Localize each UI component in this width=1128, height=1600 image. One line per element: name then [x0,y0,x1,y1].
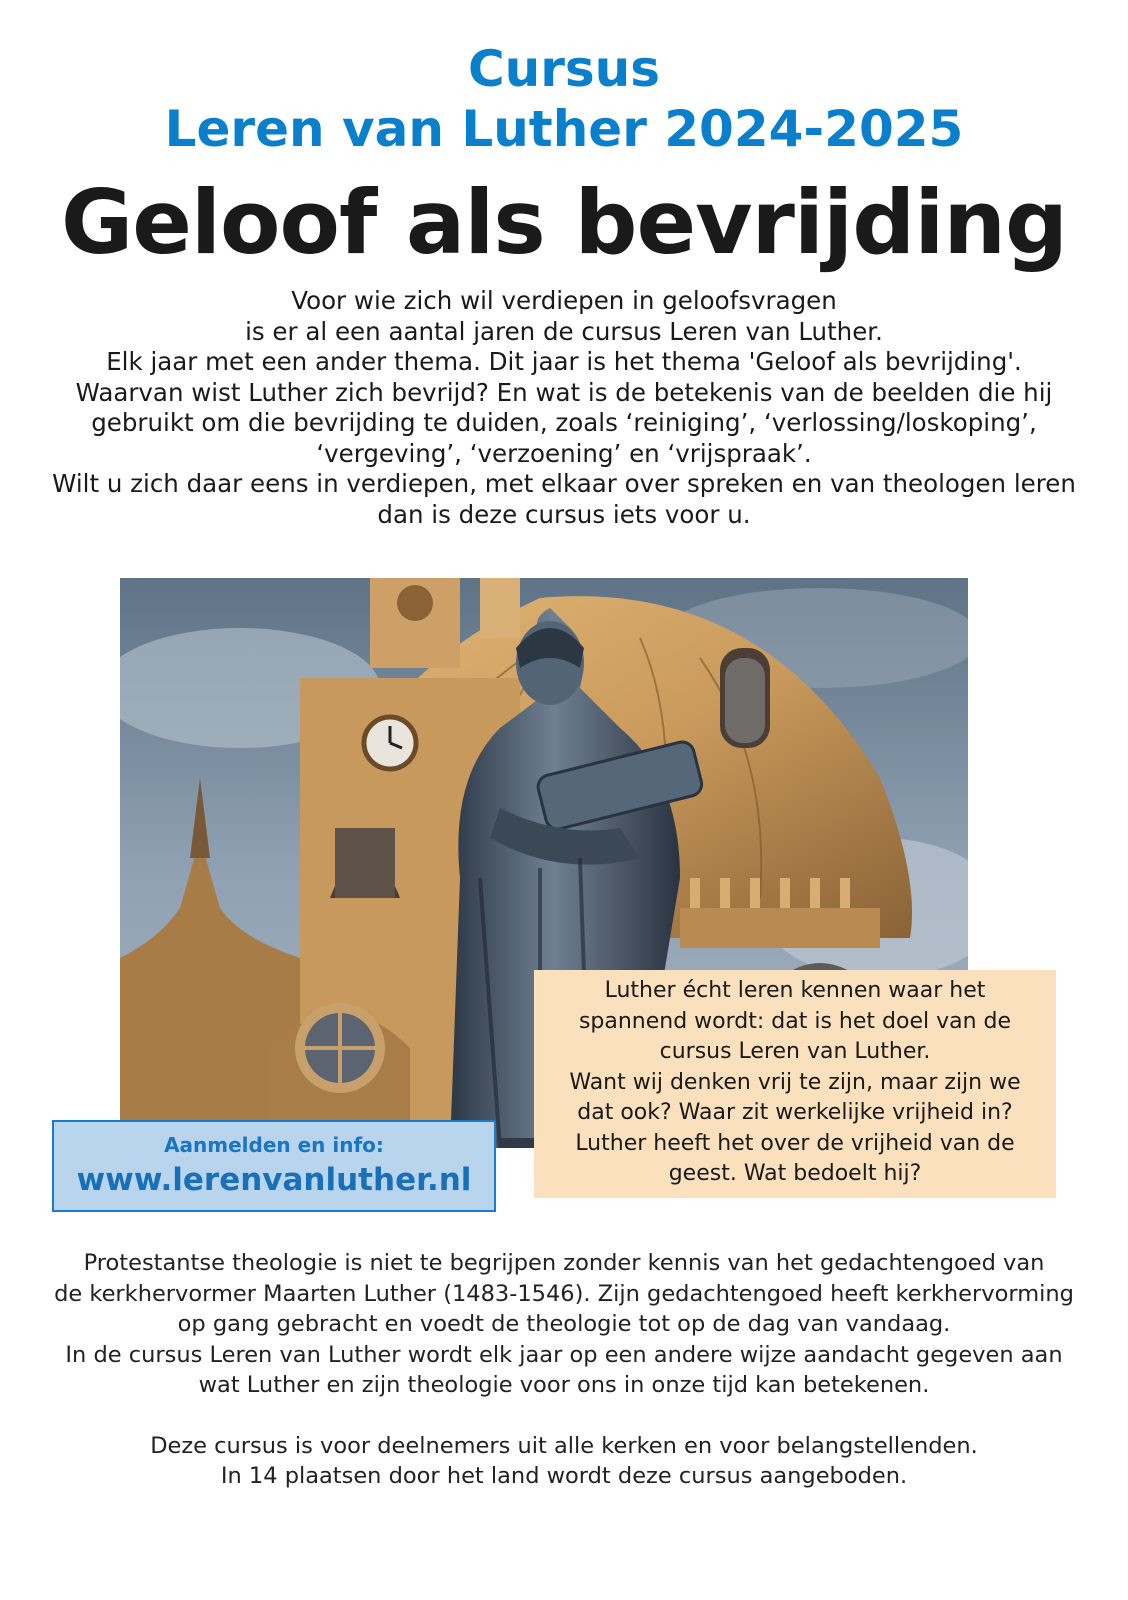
intro-line: Waarvan wist Luther zich bevrijd? En wat is de betekenis van de beelden die hij [75,377,1053,407]
highlight-line: cursus Leren van Luther. [659,1039,931,1064]
website-link[interactable]: www.lerenvanluther.nl [76,1162,472,1198]
intro-line: dan is deze cursus iets voor u. [377,499,751,529]
highlight-line: Luther écht leren kennen waar het [604,978,986,1003]
highlight-line: dat ook? Waar zit werkelijke vrijheid in? [577,1100,1013,1125]
highlight-line: geest. Wat bedoelt hij? [668,1161,922,1186]
outro-line: Deze cursus is voor deelnemers uit alle kerken en voor belangstellenden. [150,1432,978,1459]
outro-line: Protestantse theologie is niet te begrijpen zonder kennis van het gedachtengoed van [83,1250,1045,1276]
intro-line: Elk jaar met een ander thema. Dit jaar is het thema 'Geloof als bevrijding'. [106,347,1022,376]
intro-text [40,286,1088,530]
intro-line: gebruikt om die bevrijding te duiden, zoals ‘reiniging’, ‘verlossing/loskoping’, [91,408,1037,437]
highlight-line: Luther heeft het over de vrijheid van de [575,1130,1015,1156]
intro-line: Voor wie zich wil verdiepen in geloofsvragen [291,286,837,315]
highlight-line: spannend wordt: dat is het doel van de [578,1008,1012,1034]
course-title: Leren van Luther 2024-2025 [164,100,964,158]
intro-line: Wilt u zich daar eens in verdiepen, met elkaar over spreken en van theologen leren [52,469,1076,498]
intro-line: ‘vergeving’, ‘verzoening’ en ‘vrijspraak’. [316,438,812,468]
headline: Geloof als bevrijding [60,171,1068,274]
outro-line: wat Luther en zijn theologie voor ons in onze tijd kan betekenen. [198,1372,930,1398]
outro-line: op gang gebracht en voedt de theologie tot op de dag van vandaag. [177,1311,951,1337]
outro-line: In de cursus Leren van Luther wordt elk jaar op een andere wijze aandacht gegeven aan [65,1341,1063,1368]
highlight-box [534,970,1056,1198]
intro-line: is er al een aantal jaren de cursus Leren van Luther. [245,316,883,346]
outro-line: In 14 plaatsen door het land wordt deze cursus aangeboden. [220,1463,908,1489]
registration-box [52,1120,496,1212]
highlight-line: Want wij denken vrij te zijn, maar zijn we [569,1069,1021,1095]
outro-text [30,1248,1098,1492]
paragraph-spacer [30,1401,1098,1431]
kicker-title: Cursus [467,40,661,98]
outro-line: de kerkhervormer Maarten Luther (1483-1546). Zijn gedachtengoed heeft kerkhervorming [54,1280,1074,1307]
registration-label: Aanmelden en info: [164,1133,384,1157]
